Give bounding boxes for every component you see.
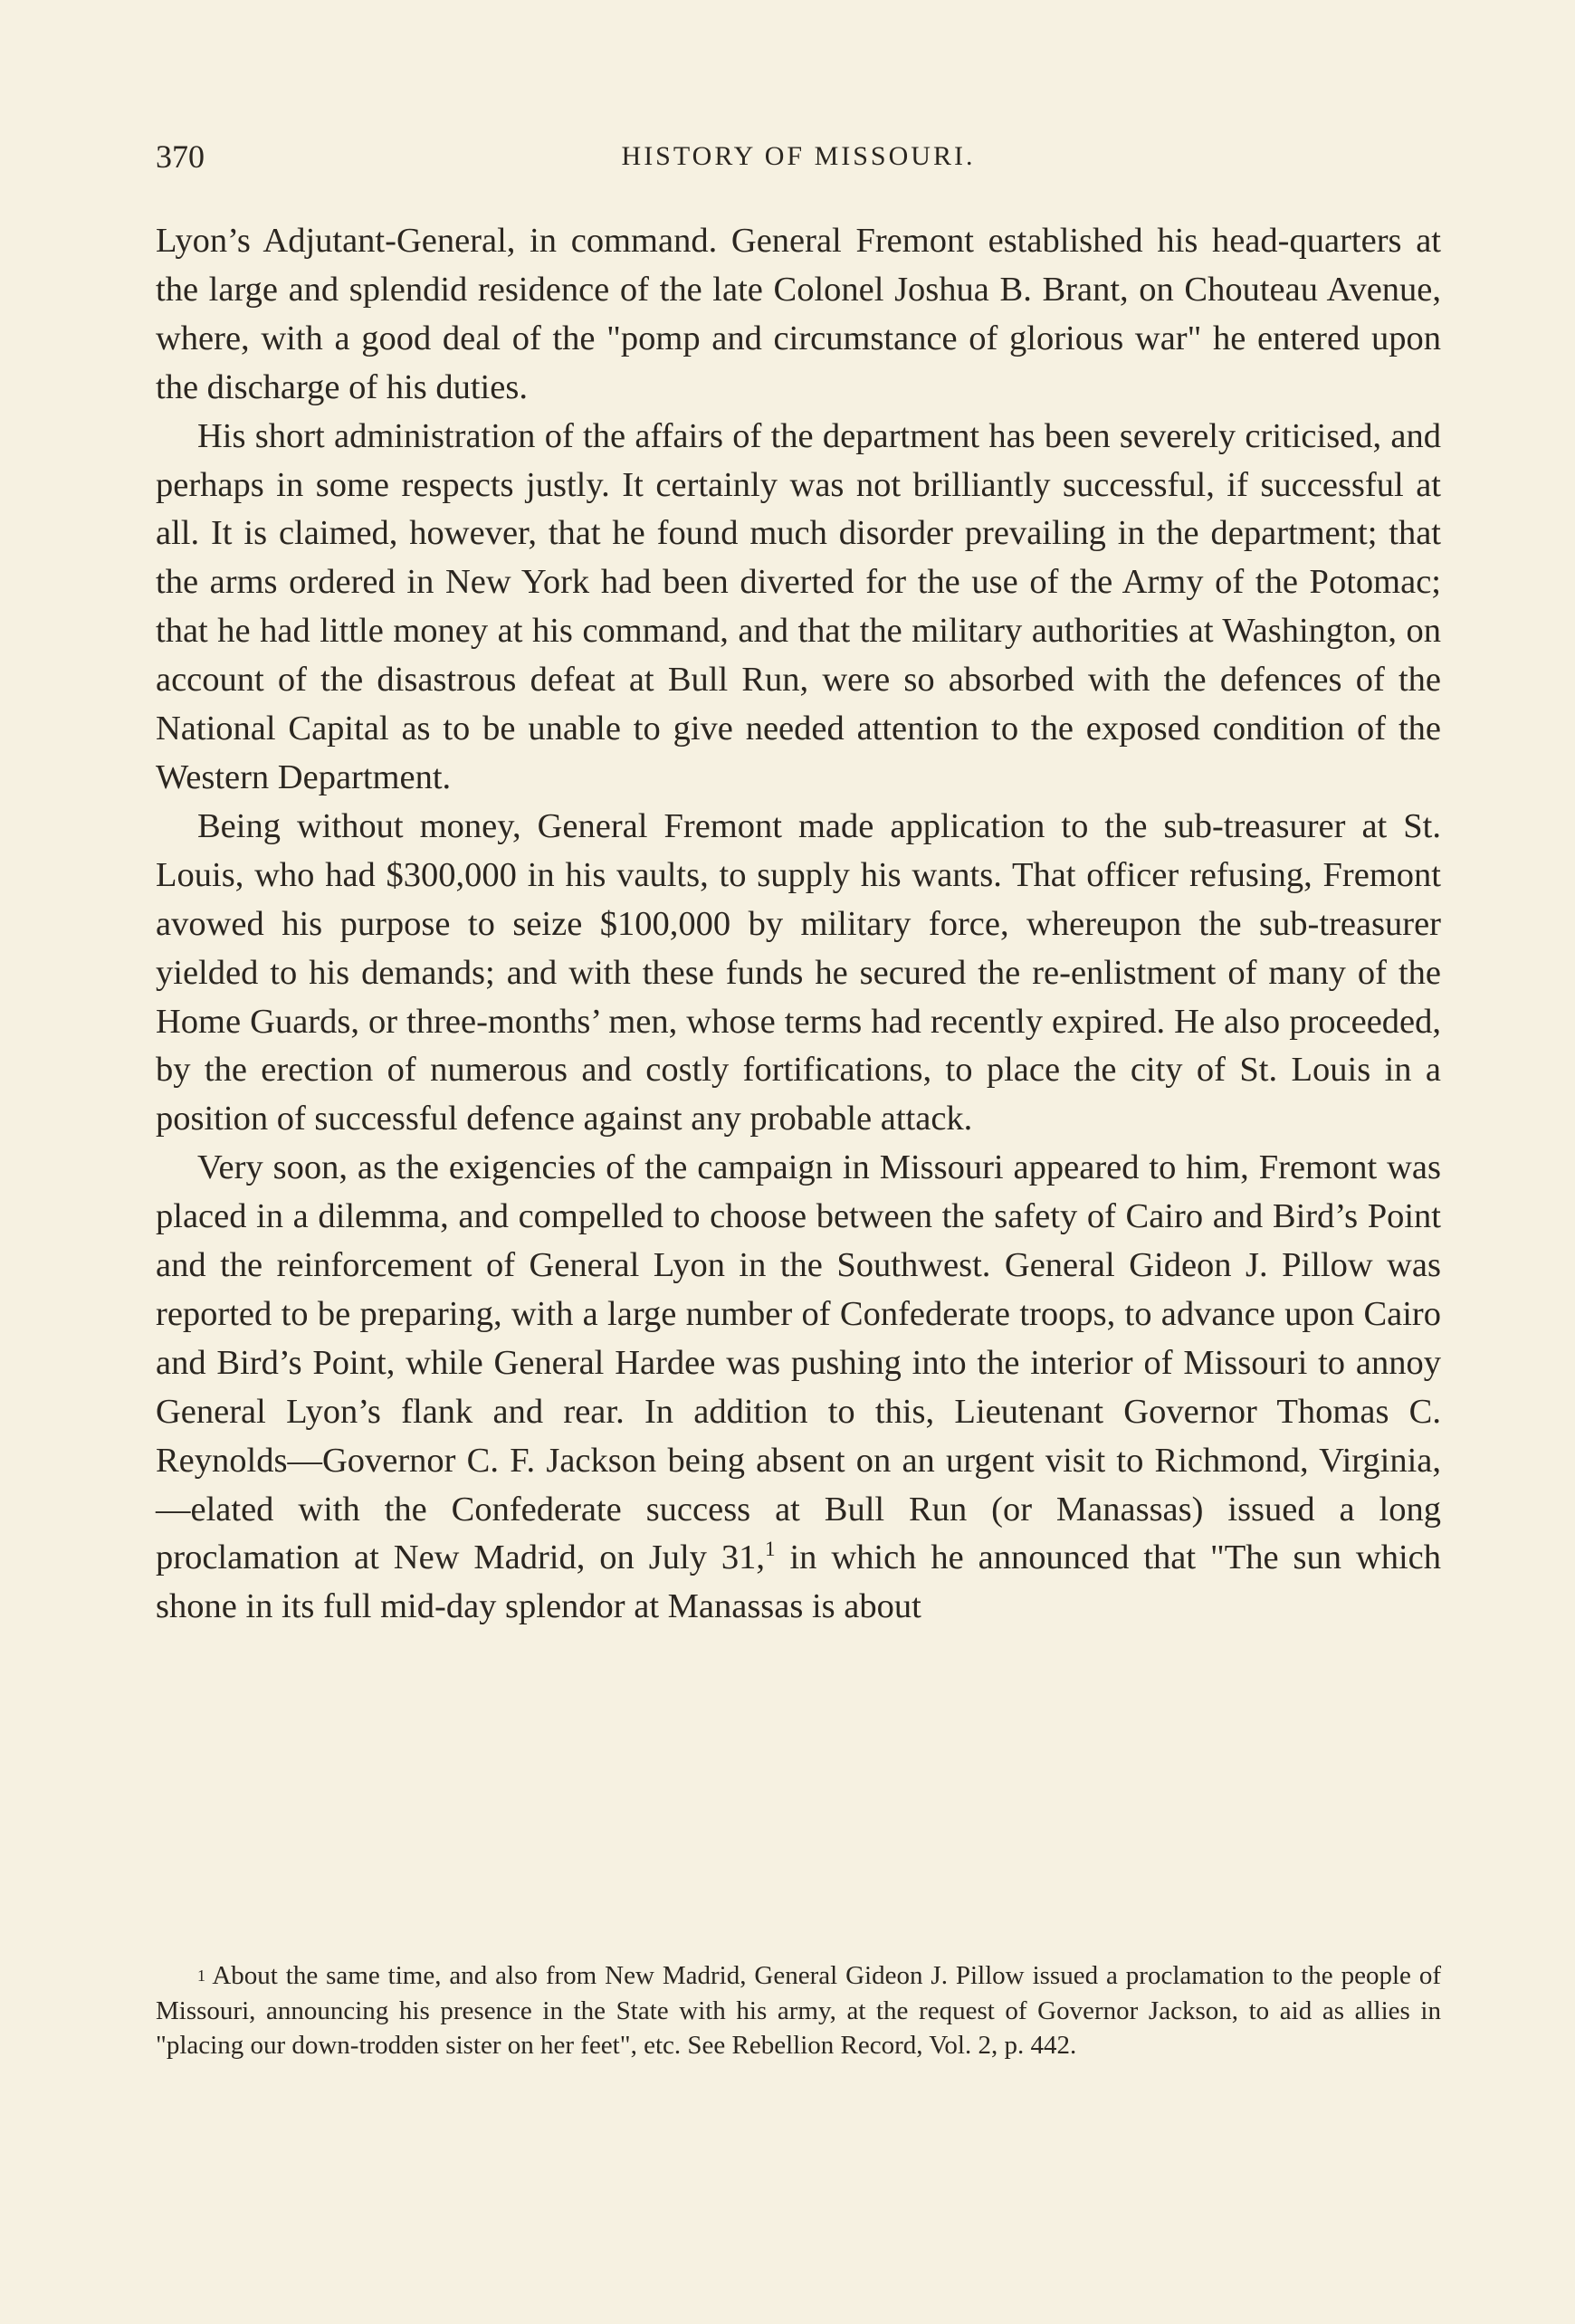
footnote-1 <box>156 1958 1441 2063</box>
paragraph-3: Being without money, General Fremont made application to the sub-treasurer at St. Louis, who had $300,000 in his vaults, to supply his wants. That officer refusing, Fremont avowed his purpose to seize $100,000 by military force, whereupon the sub-treasurer yielded to his demands; and with these funds he secured the re-enlistment of many of the Home Guards, or three-months’ men, whose terms had recently expired. He also proceeded, by the erection of numerous and costly fortifications, to place the city of St. Louis in a position of successful defence against any probable attack. <box>156 806 1441 1138</box>
body-text <box>156 217 1441 1632</box>
footnote-text: About the same time, and also from New Madrid, General Gideon J. Pillow issued a proclamation to the people of Missouri, announcing his presence in the State with his army, at the request of Governor Jackson, to aid as allies in "placing our down-trodden sister on her feet", etc. See Rebellion Record, Vol. 2, p. 442. <box>156 1961 1441 2060</box>
footnotes <box>156 1958 1441 2063</box>
paragraph-4 <box>156 1144 1441 1632</box>
paragraph-4-tail: in which he announced that "The sun which shone in its full mid-day splendor at Manassas is about <box>156 1538 1441 1626</box>
paragraph-4-text: Very soon, as the exigencies of the campaign in Missouri appeared to him, Fremont was placed in a dilemma, and compelled to choose between the safety of Cairo and Bird’s Point and the reinforcement of General Lyon in the Southwest. General Gideon J. Pillow was reported to be preparing, with a large number of Confederate troops, to advance upon Cairo and Bird’s Point, while General Hardee was pushing into the interior of Missouri to annoy General Lyon’s flank and rear. In addition to this, Lieutenant Governor Thomas C. Reynolds—Governor C. F. Jackson being absent on an urgent visit to Richmond, Virginia,—elated with the Confederate success at Bull Run (or Manassas) issued a long proclamation at New Madrid, on July 31, <box>156 1148 1441 1577</box>
footnote-reference[interactable]: 1 <box>764 1537 776 1561</box>
footnote-marker: 1 <box>197 1967 205 1985</box>
paragraph-2: His short administration of the affairs of the department has been severely criticised, and perhaps in some respects justly. It certainly was not brilliantly successful, if successful at all. It is claimed, however, that he found much disorder prevailing in the department; that the arms ordered in New York had been diverted for the use of the Army of the Potomac; that he had little money at his command, and that the military authorities at Washington, on account of the disastrous defeat at Bull Run, were so absorbed with the defences of the National Capital as to be unable to give needed attention to the exposed condition of the Western Department. <box>156 416 1441 796</box>
running-title: HISTORY OF MISSOURI. <box>621 141 976 171</box>
page-number: 370 <box>156 138 205 175</box>
paragraph-1: Lyon’s Adjutant-General, in command. General Fremont established his head-quarters at the large and splendid residence of the late Colonel Joshua B. Brant, on Chouteau Avenue, where, with a good deal of the "pomp and circumstance of glorious war" he entered upon the discharge of his duties. <box>156 222 1441 406</box>
page-header <box>156 138 1441 181</box>
